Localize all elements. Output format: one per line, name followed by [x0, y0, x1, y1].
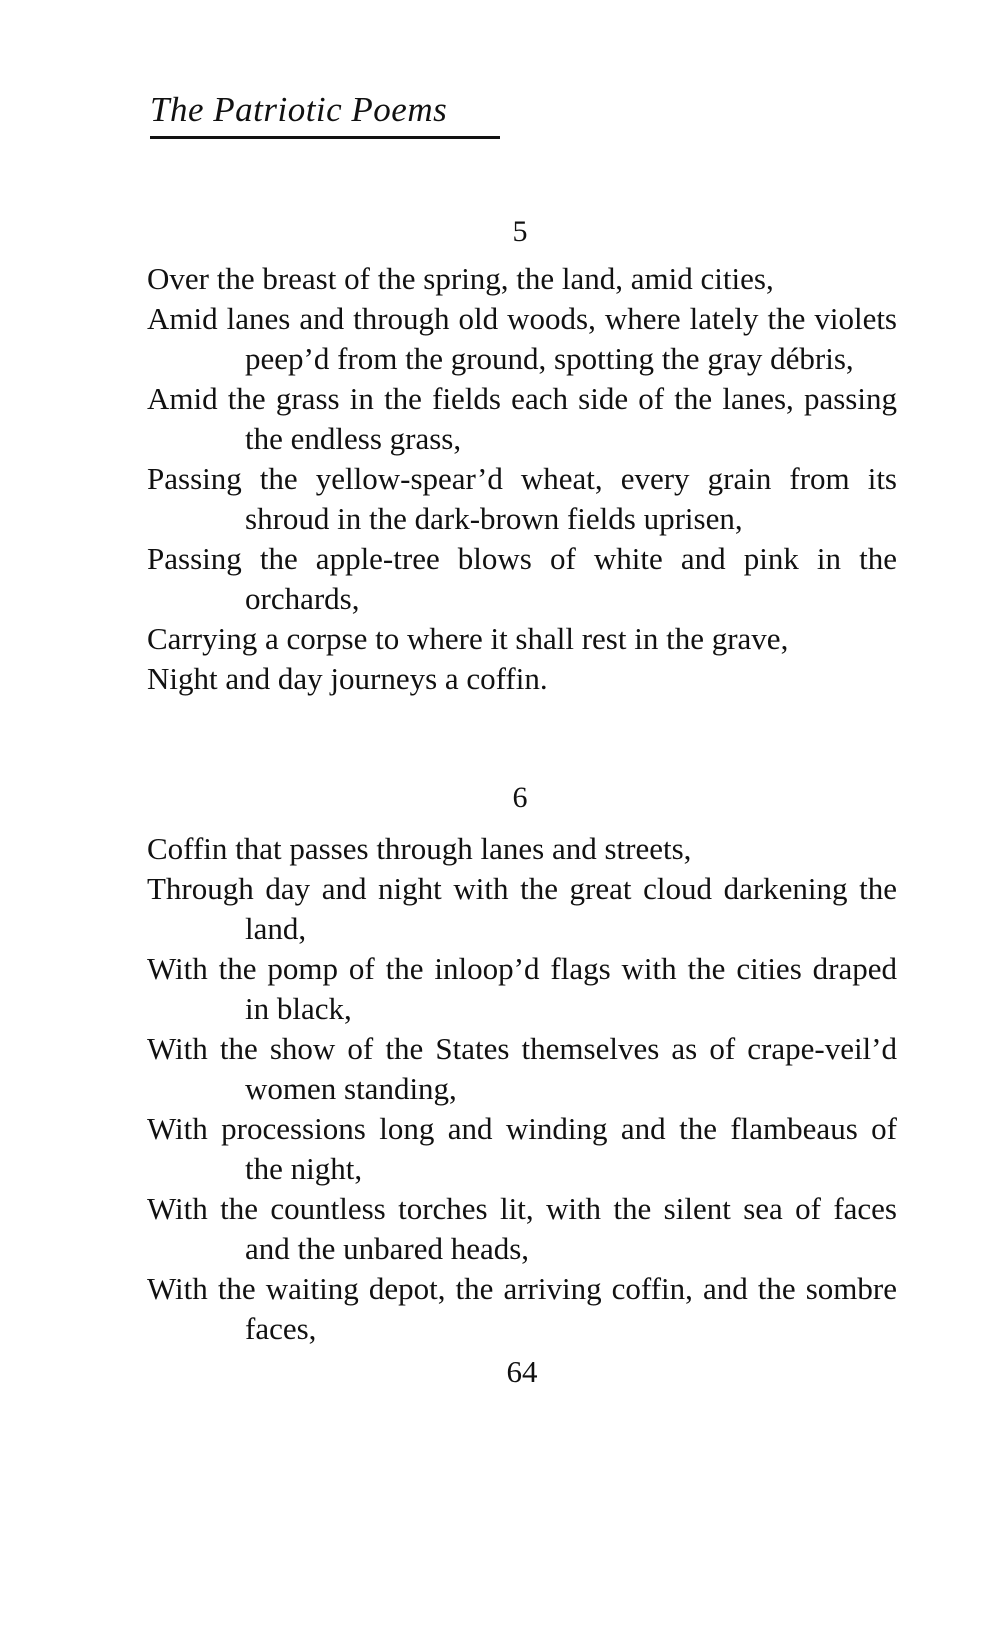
poem-line: With the pomp of the inloop’d flags with the cities draped in black,: [147, 951, 897, 1026]
poem-line: With the waiting depot, the arriving coffin, and the sombre faces,: [147, 1271, 897, 1346]
section-number: 5: [512, 215, 528, 248]
poem-line: Coffin that passes through lanes and streets,: [147, 831, 692, 866]
section-number: 6: [512, 781, 528, 814]
poem-line: With the show of the States themselves as of crape-veil’d women standing,: [147, 1031, 897, 1106]
poem-line: With processions long and winding and the flambeaus of the night,: [147, 1111, 897, 1186]
poem-line: Carrying a corpse to where it shall rest in the grave,: [147, 621, 789, 656]
poem-line: Through day and night with the great cloud darkening the land,: [147, 871, 897, 946]
poem-line: Amid the grass in the fields each side of the lanes, passing the endless grass,: [147, 381, 897, 456]
poem-line: Passing the yellow-spear’d wheat, every grain from its shroud in the dark-brown fields uprisen,: [147, 461, 897, 536]
page-number: 64: [506, 1354, 538, 1389]
poem-line: Amid lanes and through old woods, where lately the violets peep’d from the ground, spotting the gray débris,: [147, 301, 897, 376]
poem-line: With the countless torches lit, with the silent sea of faces and the unbared heads,: [147, 1191, 897, 1266]
poem-line: Night and day journeys a coffin.: [147, 661, 548, 696]
poem-stanza: [147, 829, 897, 1349]
poem-stanza: [147, 259, 897, 699]
running-head: The Patriotic Poems: [150, 88, 500, 139]
poem-line: Over the breast of the spring, the land, amid cities,: [147, 261, 774, 296]
poem-line: Passing the apple-tree blows of white and pink in the orchards,: [147, 541, 897, 616]
